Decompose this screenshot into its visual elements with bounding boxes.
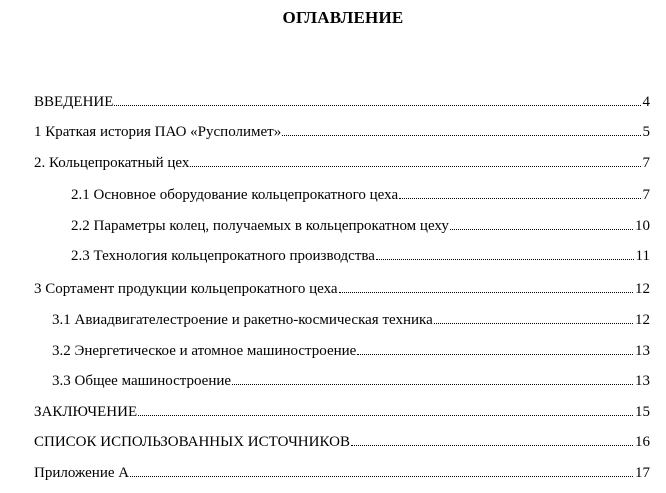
toc-entry[interactable] (34, 122, 650, 142)
toc-entry[interactable] (34, 432, 650, 452)
toc-leader-dots (376, 247, 634, 260)
toc-entry-page: 7 (642, 155, 650, 171)
toc-entry[interactable] (52, 310, 650, 330)
toc-entry-page: 5 (642, 124, 650, 140)
toc-entry[interactable] (52, 341, 650, 361)
toc-entry-label: 1 Краткая история ПАО «Русполимет» (34, 124, 282, 140)
toc-leader-dots (399, 186, 640, 199)
toc-entry-page: 4 (642, 94, 650, 110)
toc-entry-page: 17 (635, 465, 650, 481)
toc-entry-label: ВВЕДЕНИЕ (34, 94, 114, 110)
toc-leader-dots (190, 154, 640, 167)
toc-entry[interactable] (71, 185, 650, 205)
toc-leader-dots (130, 464, 633, 477)
toc-entry-page: 11 (635, 248, 650, 264)
toc-leader-dots (282, 123, 640, 136)
toc-leader-dots (357, 342, 633, 355)
toc-entry[interactable] (52, 371, 650, 391)
toc-leader-dots (232, 372, 633, 385)
toc-entry-label: ЗАКЛЮЧЕНИЕ (34, 404, 138, 420)
toc-entry-label: Приложение А (34, 465, 130, 481)
toc-entry-page: 13 (635, 373, 650, 389)
toc-entry-label: 3.1 Авиадвигателестроение и ракетно-космическая техника (52, 312, 433, 328)
toc-leader-dots (450, 217, 633, 230)
toc-entry[interactable] (34, 463, 650, 483)
toc-leader-dots (138, 403, 633, 416)
toc-entry-label: 2. Кольцепрокатный цех (34, 155, 190, 171)
toc-entry-label: 3 Сортамент продукции кольцепрокатного цеха (34, 281, 338, 297)
toc-entry-label: 2.1 Основное оборудование кольцепрокатного цеха (71, 187, 399, 203)
toc-entry-page: 7 (642, 187, 650, 203)
toc-entry[interactable] (71, 246, 650, 266)
toc-entry-label: 3.3 Общее машиностроение (52, 373, 232, 389)
toc-entry-page: 16 (635, 434, 650, 450)
toc-leader-dots (434, 311, 633, 324)
toc-leader-dots (114, 93, 640, 106)
toc-entry[interactable] (34, 402, 650, 422)
toc-entry-label: 3.2 Энергетическое и атомное машиностроение (52, 343, 357, 359)
toc-entry-label: СПИСОК ИСПОЛЬЗОВАННЫХ ИСТОЧНИКОВ (34, 434, 350, 450)
toc-leader-dots (351, 433, 633, 446)
toc-entry-label: 2.3 Технология кольцепрокатного производства (71, 248, 375, 264)
toc-entry-page: 12 (635, 312, 650, 328)
toc-entry-page: 15 (635, 404, 650, 420)
toc-entry-page: 10 (635, 218, 650, 234)
toc-entry-page: 12 (635, 281, 650, 297)
toc-entry[interactable] (34, 153, 650, 173)
toc-entry-page: 13 (635, 343, 650, 359)
toc-entry[interactable] (34, 92, 650, 112)
toc-leader-dots (339, 280, 633, 293)
toc-entry-label: 2.2 Параметры колец, получаемых в кольцепрокатном цеху (71, 218, 449, 234)
toc-entry[interactable] (34, 279, 650, 299)
toc-title: ОГЛАВЛЕНИЕ (282, 8, 404, 27)
toc-entry[interactable] (71, 216, 650, 236)
